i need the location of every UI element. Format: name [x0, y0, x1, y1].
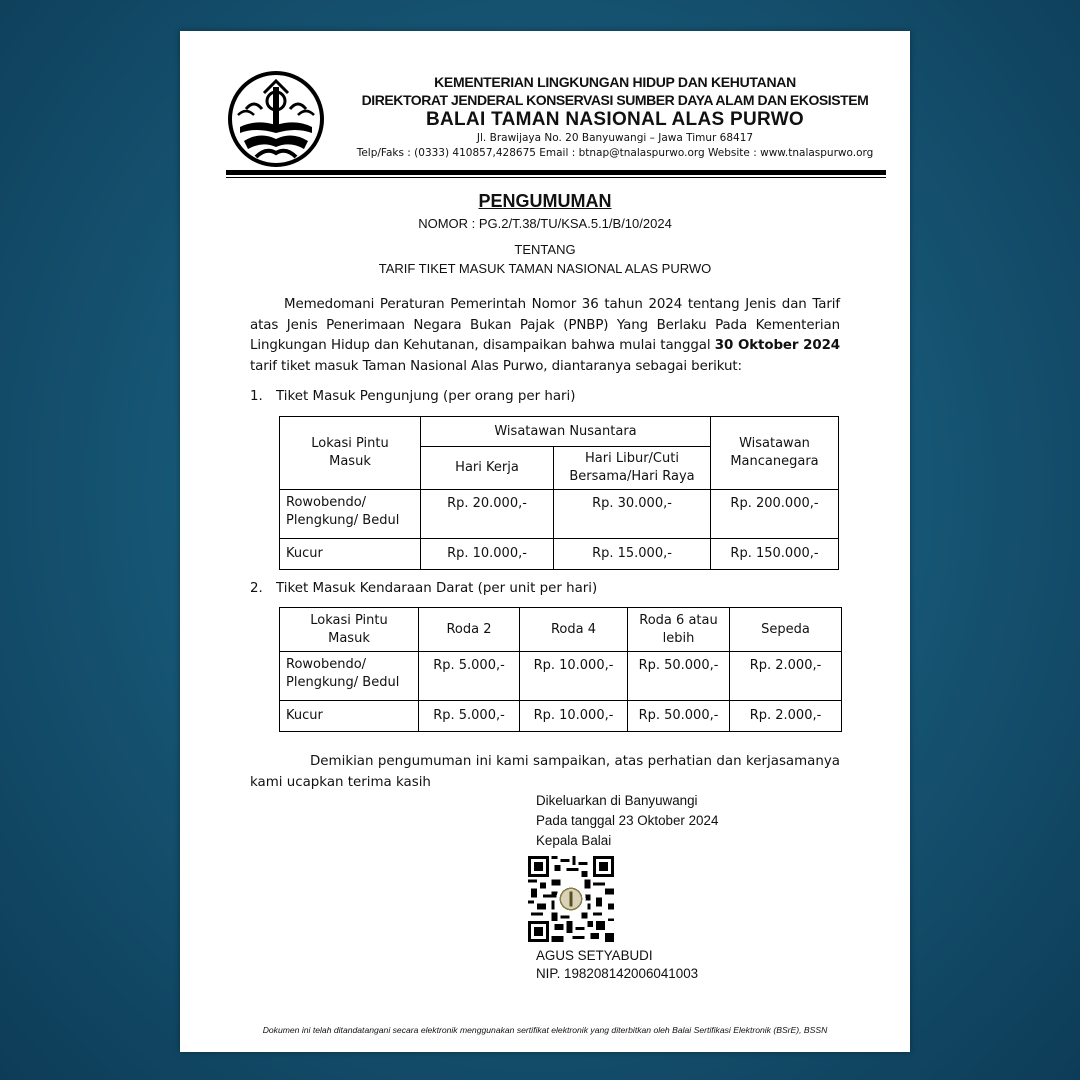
intro-text: Memedomani Peraturan Pemerintah Nomor 36 tahun 2024 tentang Jenis dan Tarif atas Jenis Penerimaan Negara Bukan Pajak (PNBP) Yang Berlaku Pada Kementerian Lingkungan Hidup dan Kehutanan, disampaikan bahwa mulai tanggal — [250, 297, 840, 353]
table-row — [280, 701, 842, 732]
cell-location: Rowobendo/ Plengkung/ Bedul — [280, 490, 421, 539]
header-weekday: Hari Kerja — [421, 447, 554, 490]
section-2-number: 2. — [250, 581, 263, 596]
document-about-label: TENTANG — [514, 242, 576, 257]
cell-roda-6-fee: Rp. 50.000,- — [628, 701, 730, 732]
cell-holiday-fee: Rp. 15.000,- — [554, 539, 711, 570]
header-roda-4: Roda 4 — [520, 608, 628, 652]
document-page — [180, 31, 910, 1052]
cell-location: Kucur — [280, 701, 419, 732]
signature-position: Kepala Balai — [536, 833, 612, 848]
header-roda-6: Roda 6 atau lebih — [628, 608, 730, 652]
signature-date: Pada tanggal 23 Oktober 2024 — [536, 813, 719, 828]
cell-roda-2-fee: Rp. 5.000,- — [419, 701, 520, 732]
cell-weekday-fee: Rp. 20.000,- — [421, 490, 554, 539]
visitor-fee-table — [279, 416, 839, 570]
signatory-name: AGUS SETYABUDI — [536, 948, 653, 963]
header-location: Lokasi Pintu Masuk — [280, 608, 419, 652]
cell-sepeda-fee: Rp. 2.000,- — [730, 701, 842, 732]
letterhead-contact: Telp/Faks : (0333) 410857,428675 Email : btnap@tnalaspurwo.org Website : www.tnalaspurwo.org — [356, 147, 874, 159]
section-1-heading — [250, 389, 576, 404]
qr-code-icon — [528, 856, 614, 942]
header-holiday: Hari Libur/Cuti Bersama/Hari Raya — [554, 447, 711, 490]
cell-roda-4-fee: Rp. 10.000,- — [520, 652, 628, 701]
header-location: Lokasi Pintu Masuk — [280, 417, 421, 490]
letterhead-address: Jl. Brawijaya No. 20 Banyuwangi – Jawa Timur 68417 — [476, 132, 754, 144]
table-row — [280, 490, 839, 539]
cell-holiday-fee: Rp. 30.000,- — [554, 490, 711, 539]
header-sepeda: Sepeda — [730, 608, 842, 652]
header-foreign: Wisatawan Mancanegara — [711, 417, 839, 490]
closing-paragraph — [250, 751, 840, 793]
header-roda-2: Roda 2 — [419, 608, 520, 652]
document-subject: TARIF TIKET MASUK TAMAN NASIONAL ALAS PURWO — [378, 261, 712, 276]
vehicle-fee-table — [279, 607, 842, 732]
cell-location: Kucur — [280, 539, 421, 570]
cell-sepeda-fee: Rp. 2.000,- — [730, 652, 842, 701]
signatory-nip: NIP. 198208142006041003 — [536, 966, 699, 981]
cell-weekday-fee: Rp. 10.000,- — [421, 539, 554, 570]
section-1-number: 1. — [250, 389, 263, 404]
section-2-title: Tiket Masuk Kendaraan Darat (per unit per hari) — [276, 581, 598, 596]
intro-text-end: tarif tiket masuk Taman Nasional Alas Purwo, diantaranya sebagai berikut: — [250, 358, 742, 374]
letterhead-office: BALAI TAMAN NASIONAL ALAS PURWO — [425, 109, 805, 130]
cell-roda-4-fee: Rp. 10.000,- — [520, 701, 628, 732]
effective-date: 30 Oktober 2024 — [714, 338, 841, 353]
e-signature-footer: Dokumen ini telah ditandatangani secara elektronik menggunakan sertifikat elektronik yang diterbitkan oleh Balai Sertifikasi Elektronik (BSrE), BSSN — [262, 1025, 828, 1035]
table-row — [280, 539, 839, 570]
cell-roda-6-fee: Rp. 50.000,- — [628, 652, 730, 701]
letterhead-directorate: DIREKTORAT JENDERAL KONSERVASI SUMBER DAYA ALAM DAN EKOSISTEM — [361, 92, 869, 108]
ministry-seal-icon — [226, 69, 326, 169]
cell-foreign-fee: Rp. 200.000,- — [711, 490, 839, 539]
letterhead-rule-thick — [226, 170, 886, 175]
signature-place: Dikeluarkan di Banyuwangi — [536, 793, 698, 808]
document-number: NOMOR : PG.2/T.38/TU/KSA.5.1/B/10/2024 — [418, 216, 672, 231]
section-1-title: Tiket Masuk Pengunjung (per orang per hari) — [276, 389, 576, 404]
letterhead-ministry: KEMENTERIAN LINGKUNGAN HIDUP DAN KEHUTANAN — [434, 74, 796, 90]
table-row — [280, 652, 842, 701]
header-domestic: Wisatawan Nusantara — [421, 417, 711, 447]
cell-foreign-fee: Rp. 150.000,- — [711, 539, 839, 570]
intro-paragraph — [250, 295, 840, 377]
cell-location: Rowobendo/ Plengkung/ Bedul — [280, 652, 419, 701]
cell-roda-2-fee: Rp. 5.000,- — [419, 652, 520, 701]
closing-text: Demikian pengumuman ini kami sampaikan, atas perhatian dan kerjasamanya kami ucapkan terima kasih — [250, 754, 840, 790]
section-2-heading — [250, 581, 597, 596]
document-title: PENGUMUMAN — [478, 191, 612, 211]
letterhead-rule-thin — [226, 177, 886, 178]
